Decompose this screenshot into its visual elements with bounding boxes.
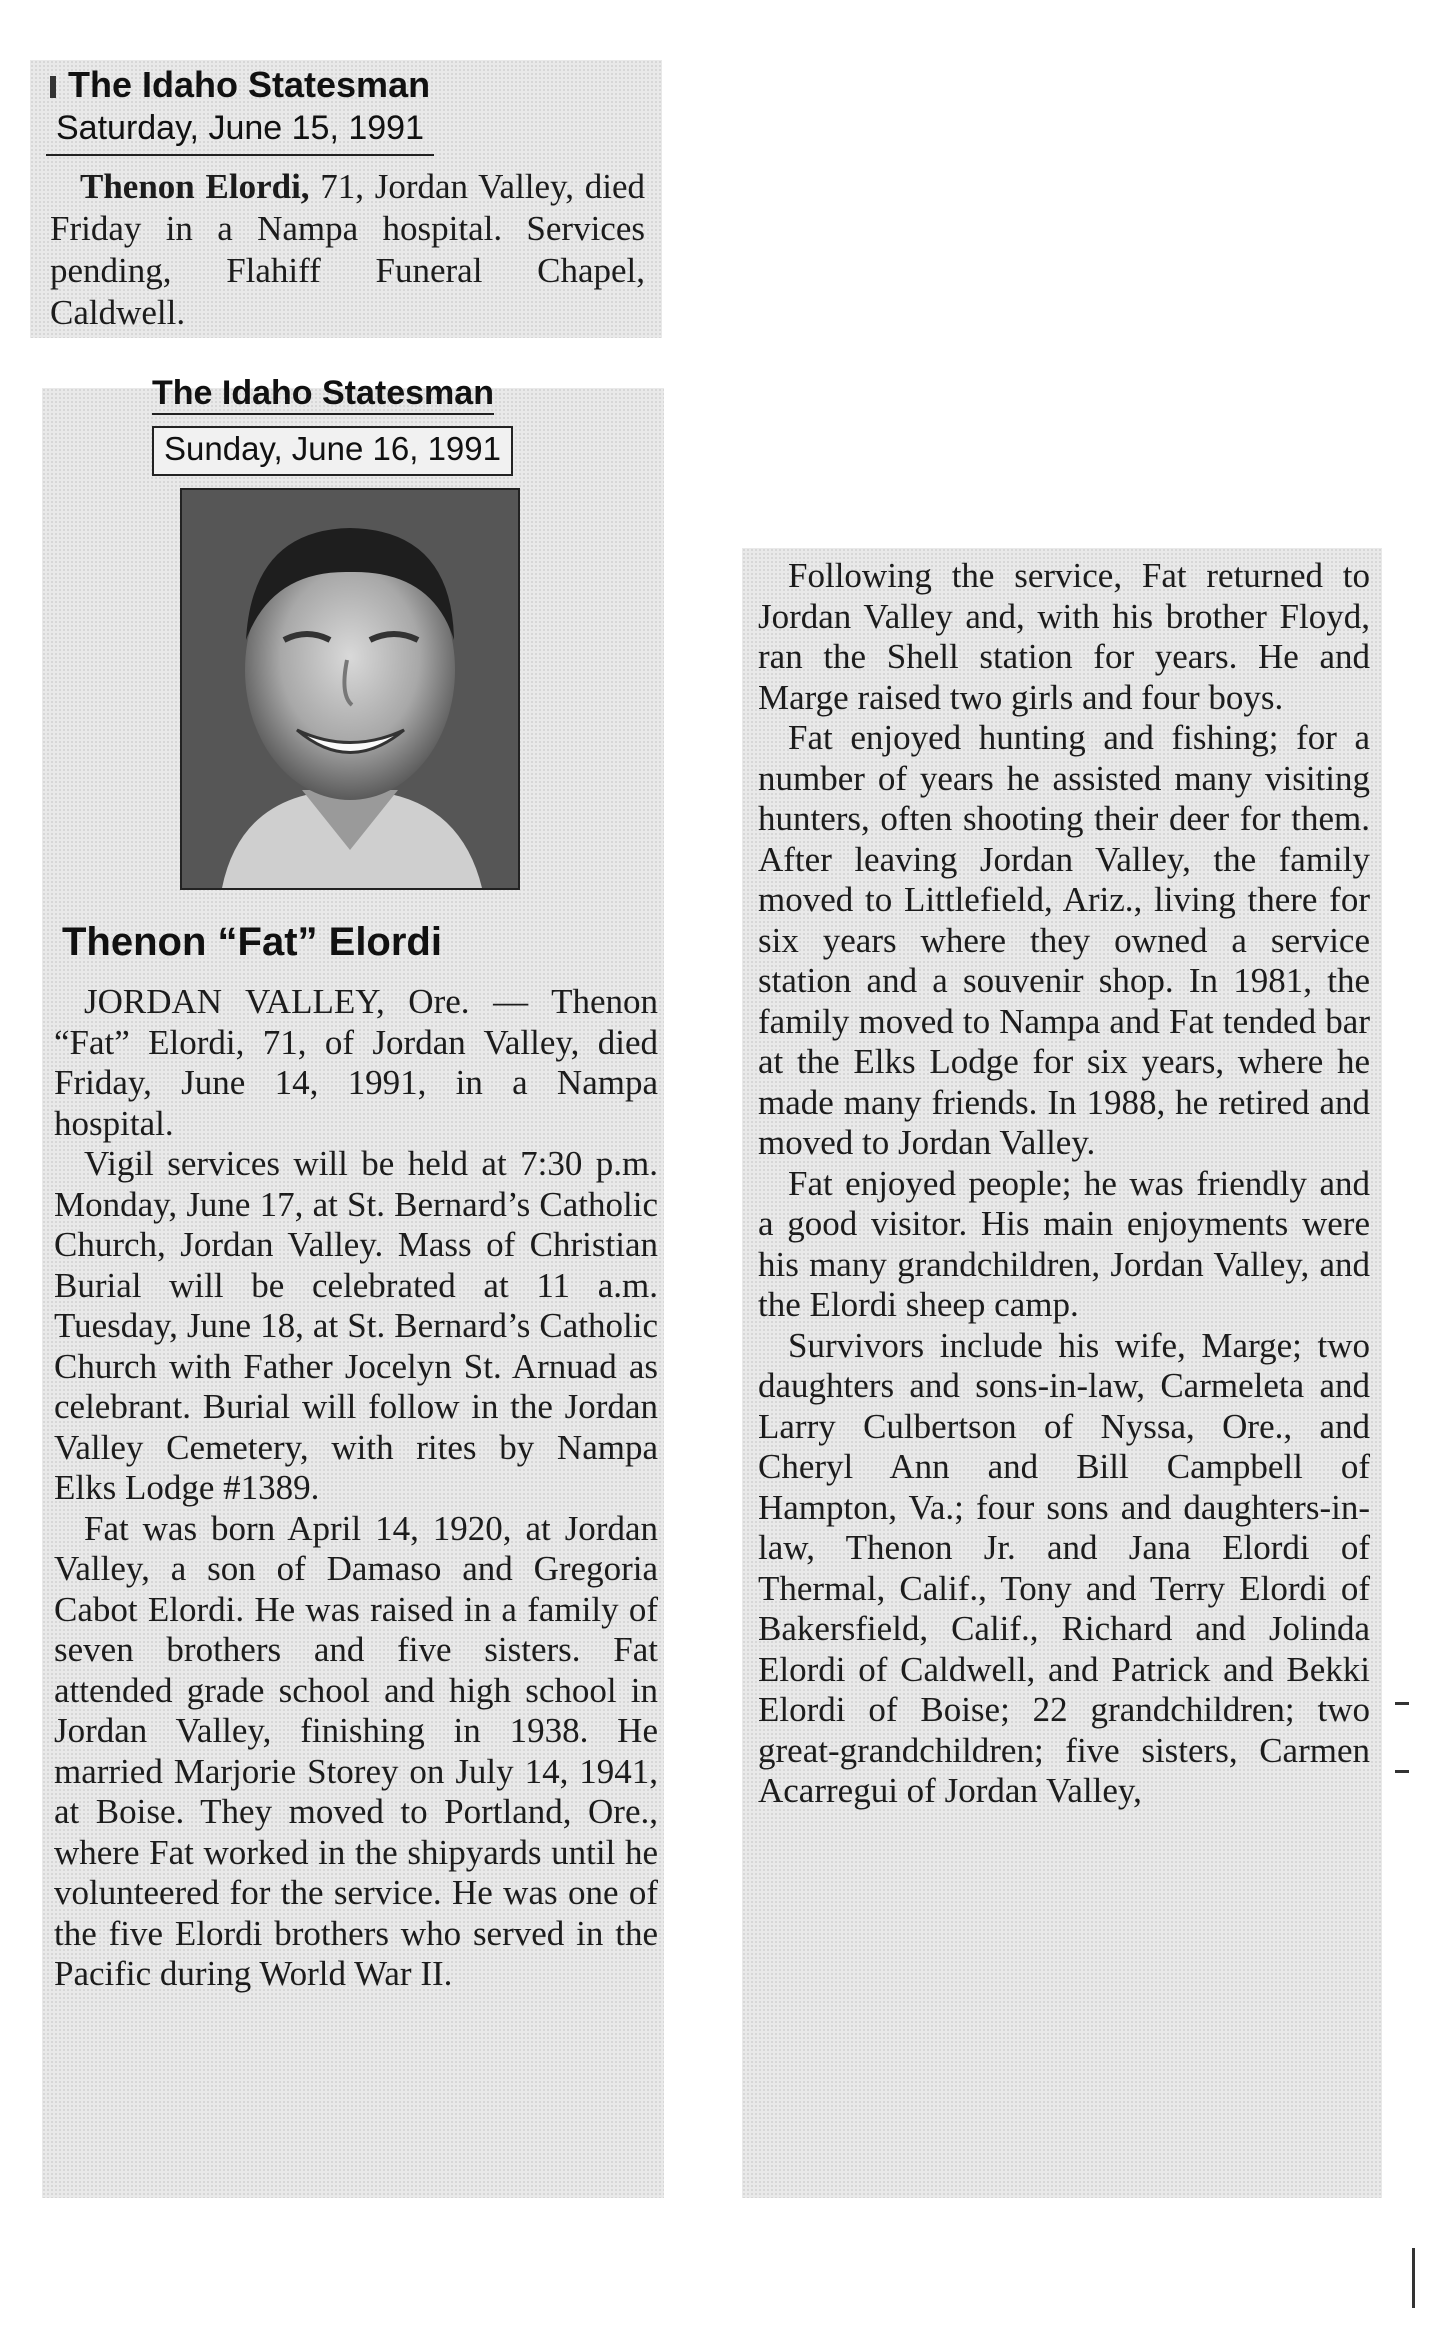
obituary-column-right xyxy=(758,556,1370,1812)
dateline-saturday: Saturday, June 15, 1991 xyxy=(46,106,434,156)
portrait-photo-icon xyxy=(182,490,518,888)
paragraph: Survivors include his wife, Marge; two daughters and sons-in-law, Carmeleta and Larry Culbertson of Nyssa, Ore., and Cheryl Ann and Bill Campbell of Hampton, Va.; four sons and daughters-in-law, Thenon Jr. and Jana Elordi of Thermal, Calif., Tony and Terry Elordi of Bakersfield, Calif., Richard and Jolinda Elordi of Caldwell, and Patrick and Bekki Elordi of Boise; 22 grandchildren; two great-grandchildren; five sisters, Carmen Acarregui of Jordan Valley, xyxy=(758,1325,1370,1810)
deceased-name: Thenon Elordi, xyxy=(80,167,310,206)
dateline-sunday: Sunday, June 16, 1991 xyxy=(152,426,513,476)
paragraph: Fat enjoyed hunting and fishing; for a number of years he assisted many visiting hunters, often shooting their deer for them. After leaving Jordan Valley, the family moved to Littlefield, Ariz., living there for six years where they owned a service station and a souvenir shop. In 1981, the family moved to Nampa and Fat tended bar at the Elks Lodge for six years, where he made many friends. In 1988, he retired and moved to Jordan Valley. xyxy=(758,718,1370,1162)
scan-mark xyxy=(1395,1702,1409,1705)
paragraph: Following the service, Fat returned to Jordan Valley and, with his brother Floyd, ran the Shell station for years. He and Marge raised two girls and four boys. xyxy=(758,556,1370,717)
obituary-column-left xyxy=(54,982,658,1995)
clip-mark xyxy=(50,76,56,98)
death-notice-brief xyxy=(50,166,645,334)
masthead-saturday: The Idaho Statesman xyxy=(68,64,431,105)
obituary-headline: Thenon “Fat” Elordi xyxy=(62,920,442,964)
paragraph: Vigil services will be held at 7:30 p.m. Monday, June 17, at St. Bernard’s Catholic Church, Jordan Valley. Mass of Christian Burial will be celebrated at 11 a.m. Tuesday, June 18, at St. Bernard’s Catholic Church with Father Jocelyn St. Arnuad as celebrant. Burial will follow in the Jordan Valley Cemetery, with rites by Nampa Elks Lodge #1389. xyxy=(54,1144,658,1507)
masthead-sunday: The Idaho Statesman xyxy=(152,374,494,415)
paragraph: Fat was born April 14, 1920, at Jordan Valley, a son of Damaso and Gregoria Cabot Elordi. He was raised in a family of seven brothers and five sisters. Fat attended grade school and high school in Jordan Valley, finishing in 1938. He married Marjorie Storey on July 14, 1941, at Boise. They moved to Portland, Ore., where Fat worked in the shipyards until he volunteered for the service. He was one of the five Elordi brothers who served in the Pacific during World War II. xyxy=(54,1508,658,1993)
paragraph: Fat enjoyed people; he was friendly and a good visitor. His main enjoyments were his many grandchildren, Jordan Valley, and the Elordi sheep camp. xyxy=(758,1163,1370,1324)
scan-mark xyxy=(1395,1770,1409,1773)
notice-text: 71, Jordan Valley, died Friday in a Nampa hospital. Services pending, Flahiff Funeral Chapel, Caldwell. xyxy=(50,167,645,332)
scan-mark xyxy=(1412,2248,1415,2308)
portrait-photo xyxy=(180,488,520,890)
paragraph: JORDAN VALLEY, Ore. — Thenon “Fat” Elordi, 71, of Jordan Valley, died Friday, June 14, 1991, in a Nampa hospital. xyxy=(54,982,658,1143)
